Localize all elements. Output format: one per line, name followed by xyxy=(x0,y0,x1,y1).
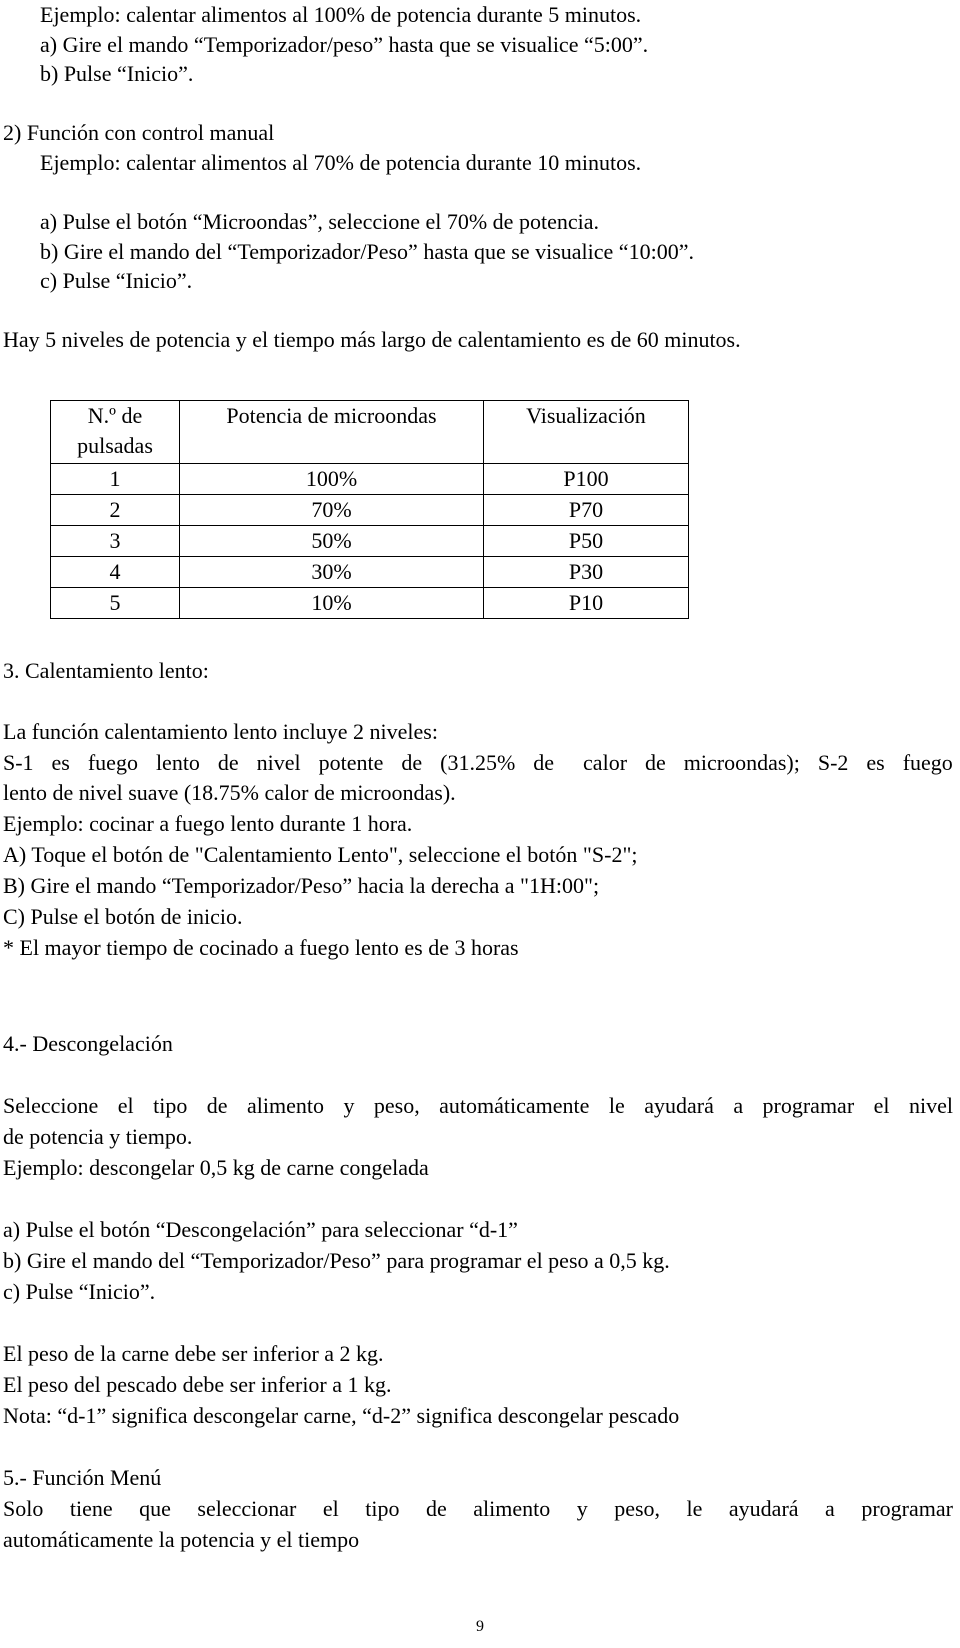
cell-display: P50 xyxy=(484,526,689,557)
word: automáticamente xyxy=(439,1093,590,1118)
example-100-percent: Ejemplo: calentar alimentos al 100% de potencia durante 5 minutos. xyxy=(40,2,642,27)
header-power: Potencia de microondas xyxy=(180,401,484,464)
example-100-step-a: a) Gire el mando “Temporizador/peso” hasta que se visualice “5:00”. xyxy=(40,32,649,57)
slow-example: Ejemplo: cocinar a fuego lento durante 1 hora. xyxy=(3,811,413,836)
cell-display: P70 xyxy=(484,495,689,526)
word: ayudará xyxy=(728,1496,799,1521)
defrost-description xyxy=(3,1093,953,1119)
header-presses-line1: N.º de xyxy=(87,403,143,428)
defrost-description-end: de potencia y tiempo. xyxy=(3,1124,193,1149)
word: potente xyxy=(318,750,384,775)
example-100-step-b: b) Pulse “Inicio”. xyxy=(40,61,194,86)
cell-power: 70% xyxy=(180,495,484,526)
word: nivel xyxy=(256,750,301,775)
table-row xyxy=(51,588,689,619)
slow-heading: 3. Calentamiento lento: xyxy=(3,658,209,683)
word: alimento xyxy=(247,1093,324,1118)
word: de xyxy=(645,750,666,775)
word: el xyxy=(873,1093,890,1118)
word: tipo xyxy=(365,1496,400,1521)
word: de xyxy=(206,1093,228,1118)
word: (31.25% xyxy=(440,750,516,775)
cell-presses: 5 xyxy=(51,588,180,619)
word: peso, xyxy=(373,1093,420,1118)
word: S-2 xyxy=(817,750,849,775)
defrost-step-b: b) Gire el mando del “Temporizador/Peso” para programar el peso a 0,5 kg. xyxy=(3,1248,670,1273)
menu-description xyxy=(3,1496,953,1522)
word: el xyxy=(322,1496,339,1521)
word: tiene xyxy=(69,1496,113,1521)
header-presses xyxy=(51,401,180,464)
slow-levels-description xyxy=(3,750,953,776)
cell-display: P10 xyxy=(484,588,689,619)
defrost-meat-limit: El peso de la carne debe ser inferior a 2 kg. xyxy=(3,1341,384,1366)
manual-step-b: b) Gire el mando del “Temporizador/Peso” hasta que se visualice “10:00”. xyxy=(40,239,694,264)
word: le xyxy=(686,1496,703,1521)
word: ayudará xyxy=(644,1093,714,1118)
word: es xyxy=(866,750,885,775)
cell-presses: 2 xyxy=(51,495,180,526)
manual-heading: 2) Función con control manual xyxy=(3,120,275,145)
table-row xyxy=(51,464,689,495)
word: y xyxy=(343,1093,355,1118)
word: Seleccione xyxy=(3,1093,99,1118)
manual-step-a: a) Pulse el botón “Microondas”, seleccione el 70% de potencia. xyxy=(40,209,599,234)
slow-intro: La función calentamiento lento incluye 2 niveles: xyxy=(3,719,438,744)
cell-power: 50% xyxy=(180,526,484,557)
defrost-fish-limit: El peso del pescado debe ser inferior a 1 kg. xyxy=(3,1372,392,1397)
word: S-1 xyxy=(3,750,34,775)
defrost-heading: 4.- Descongelación xyxy=(3,1031,173,1056)
slow-max-time-note: * El mayor tiempo de cocinado a fuego lento es de 3 horas xyxy=(3,935,519,960)
word: tipo xyxy=(153,1093,188,1118)
table-row xyxy=(51,526,689,557)
word: le xyxy=(608,1093,625,1118)
word: fuego xyxy=(87,750,138,775)
cell-power: 30% xyxy=(180,557,484,588)
cell-power: 100% xyxy=(180,464,484,495)
word: alimento xyxy=(473,1496,551,1521)
power-levels-note: Hay 5 niveles de potencia y el tiempo más largo de calentamiento es de 60 minutos. xyxy=(3,327,741,352)
header-presses-line2: pulsadas xyxy=(77,433,153,458)
word: programar xyxy=(861,1496,953,1521)
header-display: Visualización xyxy=(484,401,689,464)
cell-presses: 3 xyxy=(51,526,180,557)
slow-step-c: C) Pulse el botón de inicio. xyxy=(3,904,243,929)
word: Solo xyxy=(3,1496,44,1521)
word: a xyxy=(733,1093,744,1118)
word: de xyxy=(401,750,423,775)
defrost-example: Ejemplo: descongelar 0,5 kg de carne congelada xyxy=(3,1155,429,1180)
slow-step-b: B) Gire el mando “Temporizador/Peso” hacia la derecha a "1H:00"; xyxy=(3,873,600,898)
word: calor xyxy=(583,750,628,775)
word: lento xyxy=(155,750,200,775)
defrost-step-c: c) Pulse “Inicio”. xyxy=(3,1279,156,1304)
word: nivel xyxy=(908,1093,953,1118)
manual-example: Ejemplo: calentar alimentos al 70% de potencia durante 10 minutos. xyxy=(40,150,642,175)
slow-levels-description-end: lento de nivel suave (18.75% calor de microondas). xyxy=(3,780,456,805)
word: de xyxy=(425,1496,447,1521)
table-row xyxy=(51,557,689,588)
power-levels-table xyxy=(50,400,689,619)
cell-display: P30 xyxy=(484,557,689,588)
defrost-step-a: a) Pulse el botón “Descongelación” para seleccionar “d-1” xyxy=(3,1217,518,1242)
cell-power: 10% xyxy=(180,588,484,619)
cell-presses: 4 xyxy=(51,557,180,588)
manual-step-c: c) Pulse “Inicio”. xyxy=(40,268,193,293)
word: y xyxy=(576,1496,588,1521)
table-row xyxy=(51,495,689,526)
word: programar xyxy=(762,1093,855,1118)
table-header-row xyxy=(51,401,689,464)
slow-step-a: A) Toque el botón de "Calentamiento Lento", seleccione el botón "S-2"; xyxy=(3,842,638,867)
menu-description-end: automáticamente la potencia y el tiempo xyxy=(3,1527,360,1552)
word: peso, xyxy=(614,1496,661,1521)
menu-heading: 5.- Función Menú xyxy=(3,1465,162,1490)
word: de xyxy=(533,750,566,775)
word: microondas); xyxy=(683,750,800,775)
defrost-note: Nota: “d-1” significa descongelar carne, “d-2” significa descongelar pescado xyxy=(3,1403,680,1428)
word: es xyxy=(51,750,70,775)
page-number: 9 xyxy=(476,1618,484,1635)
word: de xyxy=(217,750,239,775)
word: que xyxy=(139,1496,171,1521)
word: el xyxy=(117,1093,134,1118)
word: fuego xyxy=(902,750,953,775)
word: seleccionar xyxy=(197,1496,297,1521)
cell-display: P100 xyxy=(484,464,689,495)
cell-presses: 1 xyxy=(51,464,180,495)
word: a xyxy=(825,1496,835,1521)
